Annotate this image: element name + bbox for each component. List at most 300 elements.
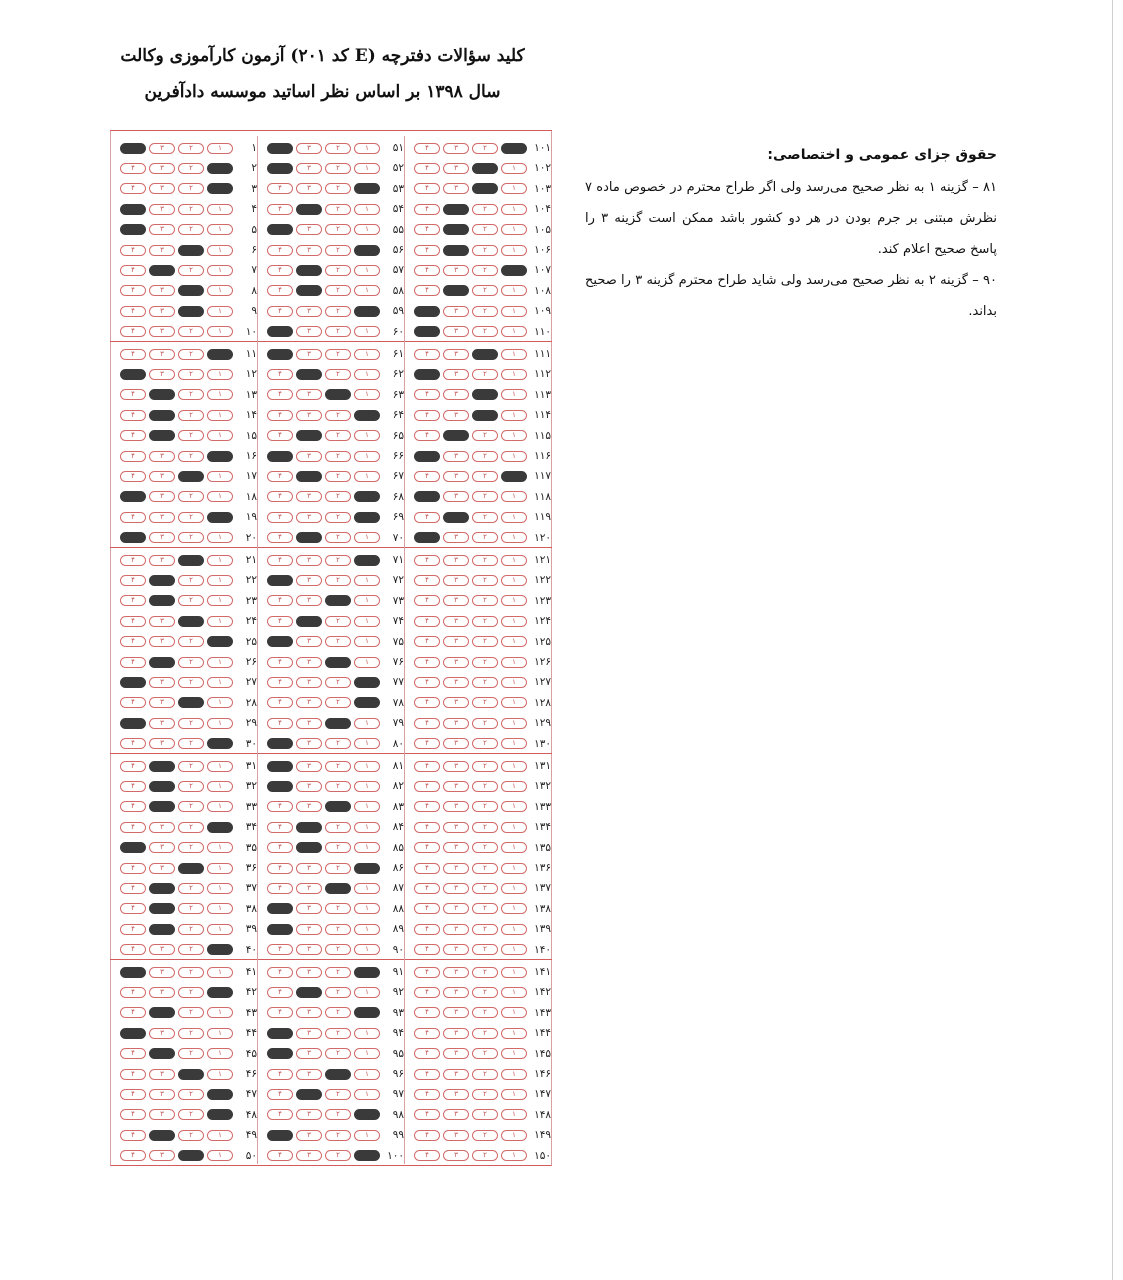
question-row: [110, 344, 257, 364]
option-bubbles: [267, 987, 380, 998]
option-bubble: ۳: [443, 306, 469, 317]
option-bubbles: [120, 987, 233, 998]
option-bubble-filled: [296, 369, 322, 380]
question-row: [257, 776, 404, 796]
option-bubble: ۴: [267, 883, 293, 894]
question-row: [110, 1146, 257, 1166]
option-bubble: ۲: [472, 532, 498, 543]
option-bubble: ۱: [501, 532, 527, 543]
question-number: ۶۳: [392, 388, 404, 401]
question-number: ۱۴۸: [534, 1108, 551, 1121]
option-bubble: ۲: [472, 512, 498, 523]
option-bubble-filled: [296, 1089, 322, 1100]
question-row: [110, 405, 257, 425]
option-bubble: ۲: [178, 1007, 204, 1018]
question-row: [110, 507, 257, 527]
option-bubble: ۲: [178, 349, 204, 360]
option-bubbles: [414, 1028, 527, 1039]
option-bubble: ۲: [472, 575, 498, 586]
option-bubble-filled: [354, 245, 380, 256]
option-bubble: ۱: [501, 1069, 527, 1080]
option-bubbles: [120, 801, 233, 812]
option-bubble: ۴: [414, 163, 440, 174]
option-bubble: ۲: [325, 636, 351, 647]
option-bubble: ۱: [501, 863, 527, 874]
question-row: [257, 446, 404, 466]
option-bubble: ۴: [267, 430, 293, 441]
option-bubble: ۴: [414, 801, 440, 812]
option-bubble: ۲: [472, 697, 498, 708]
option-bubble: ۱: [207, 924, 233, 935]
option-bubble: ۳: [149, 863, 175, 874]
option-bubble: ۱: [207, 389, 233, 400]
question-row: [404, 1146, 551, 1166]
question-number: ۱۴۰: [534, 943, 551, 956]
option-bubble: ۱: [501, 224, 527, 235]
option-bubble-filled: [296, 204, 322, 215]
option-bubble: ۱: [354, 781, 380, 792]
question-row: [404, 364, 551, 384]
option-bubble: ۲: [472, 326, 498, 337]
question-number: ۶۶: [392, 450, 404, 462]
question-number: ۱۳۰: [534, 737, 551, 750]
option-bubble: ۲: [325, 245, 351, 256]
option-bubble: ۱: [501, 883, 527, 894]
option-bubble: ۲: [178, 163, 204, 174]
question-row: [110, 632, 257, 652]
option-bubble: ۴: [414, 389, 440, 400]
option-bubble: ۱: [354, 903, 380, 914]
option-bubble: ۲: [472, 738, 498, 749]
option-bubble-filled: [296, 285, 322, 296]
option-bubble-filled: [325, 389, 351, 400]
option-bubble: ۴: [267, 657, 293, 668]
option-bubble: ۲: [325, 143, 351, 154]
option-bubble-filled: [267, 761, 293, 772]
option-bubbles: [414, 677, 527, 688]
question-row: [257, 632, 404, 652]
option-bubble: ۱: [207, 369, 233, 380]
option-bubble: ۴: [120, 781, 146, 792]
question-number: ۶۷: [392, 470, 404, 483]
option-bubble: ۱: [354, 738, 380, 749]
option-bubble: ۱: [501, 575, 527, 586]
option-bubble: ۳: [149, 718, 175, 729]
option-bubbles: [120, 1007, 233, 1018]
question-number: ۶۰: [392, 325, 404, 338]
option-bubble: ۱: [207, 326, 233, 337]
option-bubble: ۲: [325, 491, 351, 502]
option-bubble: ۱: [207, 143, 233, 154]
option-bubble: ۱: [501, 987, 527, 998]
option-bubble: ۴: [120, 924, 146, 935]
option-bubble: ۲: [325, 163, 351, 174]
option-bubble: ۲: [325, 1150, 351, 1161]
option-bubble-filled: [207, 512, 233, 523]
option-bubble: ۲: [178, 636, 204, 647]
option-bubble: ۱: [207, 677, 233, 688]
option-bubble: ۱: [354, 369, 380, 380]
option-bubble: ۴: [120, 1109, 146, 1120]
option-bubbles: [267, 1048, 380, 1059]
question-row: [110, 220, 257, 240]
option-bubble: ۱: [354, 636, 380, 647]
option-bubble: ۱: [207, 1130, 233, 1141]
option-bubbles: [414, 1007, 527, 1018]
option-bubbles: [120, 1150, 233, 1161]
option-bubble-filled: [178, 245, 204, 256]
option-bubble-filled: [267, 1028, 293, 1039]
option-bubble: ۳: [149, 163, 175, 174]
question-number: ۱۲۰: [534, 531, 551, 544]
option-bubble: ۳: [149, 677, 175, 688]
question-row: [404, 838, 551, 858]
option-bubbles: [267, 863, 380, 874]
option-bubble: ۴: [267, 822, 293, 833]
option-bubble-filled: [267, 575, 293, 586]
notes-section: [585, 140, 997, 327]
option-bubble: ۳: [443, 822, 469, 833]
option-bubble: ۲: [178, 883, 204, 894]
option-bubble: ۱: [207, 903, 233, 914]
option-bubble: ۲: [178, 265, 204, 276]
option-bubbles: [267, 677, 380, 688]
question-row: [257, 817, 404, 837]
option-bubble: ۳: [443, 718, 469, 729]
question-row: [110, 466, 257, 486]
question-row: [257, 507, 404, 527]
option-bubble-filled: [267, 781, 293, 792]
option-bubble: ۱: [501, 491, 527, 502]
option-bubble: ۱: [354, 349, 380, 360]
option-bubble: ۲: [325, 204, 351, 215]
option-bubble-filled: [120, 967, 146, 978]
option-bubble-filled: [149, 781, 175, 792]
option-bubble: ۲: [472, 903, 498, 914]
question-row: [110, 878, 257, 898]
option-bubble: ۲: [472, 1130, 498, 1141]
option-bubble-filled: [120, 718, 146, 729]
option-bubble: ۲: [325, 512, 351, 523]
question-row: [257, 1105, 404, 1125]
option-bubble-filled: [354, 677, 380, 688]
option-bubble-filled: [354, 555, 380, 566]
question-row: [257, 962, 404, 982]
option-bubbles: [120, 163, 233, 174]
question-number: ۱۱۹: [534, 511, 551, 524]
option-bubble: ۲: [472, 555, 498, 566]
question-number: ۱۳۶: [534, 862, 551, 874]
option-bubble: ۲: [325, 306, 351, 317]
option-bubbles: [267, 512, 380, 523]
option-bubble: ۴: [267, 1089, 293, 1100]
question-number: ۱۰۱: [534, 142, 551, 154]
option-bubbles: [120, 369, 233, 380]
option-bubble: ۴: [414, 1130, 440, 1141]
option-bubble: ۱: [354, 987, 380, 998]
option-bubble: ۳: [296, 781, 322, 792]
question-number: ۵۶: [392, 244, 404, 256]
question-row: [404, 446, 551, 466]
question-number: ۷۱: [392, 554, 404, 566]
question-row: [404, 1084, 551, 1104]
option-bubbles: [120, 738, 233, 749]
question-row: [110, 1064, 257, 1084]
question-number: ۷: [251, 264, 257, 277]
option-bubble: ۴: [267, 801, 293, 812]
option-bubble: ۴: [414, 863, 440, 874]
question-row: [404, 982, 551, 1002]
question-number: ۱۳۹: [534, 923, 551, 936]
question-row: [404, 487, 551, 507]
option-bubble-filled: [443, 245, 469, 256]
option-bubble-filled: [354, 410, 380, 421]
option-bubbles: [414, 738, 527, 749]
option-bubbles: [414, 555, 527, 566]
option-bubble: ۴: [414, 1048, 440, 1059]
option-bubbles: [267, 265, 380, 276]
question-row: [110, 364, 257, 384]
question-row: [404, 693, 551, 713]
question-row: [110, 776, 257, 796]
option-bubbles: [414, 801, 527, 812]
option-bubble: ۱: [501, 657, 527, 668]
question-row: [110, 281, 257, 301]
question-row: [404, 1023, 551, 1043]
option-bubble: ۲: [178, 595, 204, 606]
question-row: [110, 1044, 257, 1064]
option-bubbles: [414, 1048, 527, 1059]
question-number: ۵۹: [392, 305, 404, 318]
option-bubble: ۱: [207, 265, 233, 276]
option-bubble: ۳: [149, 224, 175, 235]
option-bubble: ۳: [296, 326, 322, 337]
question-number: ۱۱۲: [534, 368, 551, 381]
option-bubble: ۲: [178, 801, 204, 812]
option-bubble: ۲: [178, 903, 204, 914]
option-bubble: ۴: [414, 944, 440, 955]
question-number: ۱۰۶: [534, 244, 551, 256]
option-bubble: ۳: [443, 369, 469, 380]
question-number: ۳۱: [245, 760, 257, 772]
option-bubble: ۱: [501, 1109, 527, 1120]
option-bubbles: [414, 944, 527, 955]
option-bubble: ۴: [120, 430, 146, 441]
question-number: ۱۴۵: [534, 1047, 551, 1060]
option-bubble: ۲: [472, 143, 498, 154]
option-bubble-filled: [354, 512, 380, 523]
option-bubble-filled: [149, 1007, 175, 1018]
option-bubble: ۳: [443, 738, 469, 749]
option-bubble: ۲: [472, 245, 498, 256]
option-bubble: ۱: [501, 349, 527, 360]
option-bubble: ۱: [501, 924, 527, 935]
option-bubbles: [267, 306, 380, 317]
question-number: ۹۷: [392, 1088, 404, 1101]
option-bubbles: [120, 718, 233, 729]
sheet-top-border: [110, 130, 552, 131]
question-number: ۱۳۳: [534, 800, 551, 813]
option-bubble: ۴: [414, 781, 440, 792]
question-row: [257, 1064, 404, 1084]
question-row: [404, 817, 551, 837]
question-row: [110, 858, 257, 878]
option-bubble: ۱: [207, 697, 233, 708]
question-number: ۷۲: [392, 574, 404, 587]
option-bubble: ۳: [149, 471, 175, 482]
option-bubble: ۲: [325, 944, 351, 955]
option-bubbles: [267, 944, 380, 955]
question-number: ۷۵: [392, 635, 404, 648]
question-row: [404, 1105, 551, 1125]
question-number: ۸۴: [392, 821, 404, 834]
option-bubbles: [267, 697, 380, 708]
question-number: ۴۷: [245, 1088, 257, 1101]
question-row: [404, 1064, 551, 1084]
option-bubble: ۳: [443, 924, 469, 935]
option-bubble: ۳: [296, 657, 322, 668]
option-bubble-filled: [120, 1028, 146, 1039]
question-number: ۴۰: [245, 943, 257, 956]
option-bubble-filled: [207, 987, 233, 998]
question-row: [257, 528, 404, 548]
question-row: [257, 344, 404, 364]
question-number: ۱۴۲: [534, 986, 551, 999]
option-bubbles: [267, 430, 380, 441]
option-bubble: ۱: [354, 944, 380, 955]
option-bubble-filled: [120, 842, 146, 853]
option-bubble: ۴: [414, 575, 440, 586]
question-number: ۱۱۱: [534, 348, 551, 360]
question-number: ۷۳: [392, 594, 404, 607]
option-bubble: ۱: [501, 1048, 527, 1059]
option-bubble: ۱: [354, 471, 380, 482]
option-bubble-filled: [207, 451, 233, 462]
question-number: ۱۴۶: [534, 1068, 551, 1080]
option-bubbles: [414, 1069, 527, 1080]
question-row: [110, 426, 257, 446]
option-bubble-filled: [267, 636, 293, 647]
option-bubbles: [120, 349, 233, 360]
option-bubbles: [267, 718, 380, 729]
option-bubble: ۱: [354, 801, 380, 812]
option-bubble: ۴: [414, 967, 440, 978]
option-bubble: ۲: [178, 326, 204, 337]
question-row: [110, 487, 257, 507]
question-row: [404, 507, 551, 527]
option-bubble: ۳: [443, 903, 469, 914]
question-number: ۱۲۳: [534, 594, 551, 607]
option-bubble: ۴: [120, 761, 146, 772]
option-bubble: ۳: [443, 883, 469, 894]
option-bubble: ۱: [354, 822, 380, 833]
option-bubble: ۳: [296, 903, 322, 914]
question-row: [404, 878, 551, 898]
option-bubble: ۱: [354, 285, 380, 296]
question-number: ۹۴: [392, 1027, 404, 1040]
option-bubble: ۴: [267, 842, 293, 853]
option-bubble: ۳: [296, 306, 322, 317]
question-number: ۱۴۷: [534, 1088, 551, 1101]
question-number: ۸۰: [392, 737, 404, 750]
option-bubble-filled: [325, 657, 351, 668]
option-bubble: ۲: [472, 883, 498, 894]
option-bubble: ۳: [149, 306, 175, 317]
option-bubble: ۴: [120, 657, 146, 668]
option-bubble-filled: [414, 491, 440, 502]
option-bubble-filled: [178, 616, 204, 627]
option-bubble: ۲: [325, 369, 351, 380]
option-bubble-filled: [149, 265, 175, 276]
question-row: [257, 364, 404, 384]
option-bubble-filled: [472, 183, 498, 194]
option-bubbles: [267, 1069, 380, 1080]
option-bubble: ۱: [501, 738, 527, 749]
option-bubble: ۲: [472, 616, 498, 627]
question-number: ۴۴: [245, 1027, 257, 1040]
option-bubble: ۳: [296, 697, 322, 708]
question-row: [110, 899, 257, 919]
option-bubble: ۱: [501, 306, 527, 317]
option-bubbles: [414, 595, 527, 606]
option-bubble: ۴: [414, 636, 440, 647]
option-bubble: ۳: [296, 801, 322, 812]
option-bubble: ۱: [501, 410, 527, 421]
option-bubble: ۱: [501, 718, 527, 729]
option-bubble: ۲: [325, 822, 351, 833]
option-bubble: ۲: [472, 1069, 498, 1080]
question-row: [257, 1084, 404, 1104]
option-bubble: ۲: [472, 430, 498, 441]
option-bubble: ۱: [207, 430, 233, 441]
question-number: ۷۴: [392, 615, 404, 628]
question-row: [404, 199, 551, 219]
option-bubble: ۴: [120, 451, 146, 462]
question-row: [257, 693, 404, 713]
question-number: ۳۷: [245, 882, 257, 895]
option-bubble: ۴: [267, 1007, 293, 1018]
question-number: ۱۰۳: [534, 182, 551, 195]
option-bubbles: [120, 822, 233, 833]
title-line-1: کلید سؤالات دفترچه (E کد ۲۰۱) آزمون کارآموزی وکالت: [120, 46, 525, 66]
option-bubble: ۴: [267, 183, 293, 194]
option-bubble-filled: [354, 491, 380, 502]
option-bubble: ۱: [501, 697, 527, 708]
question-row: [404, 672, 551, 692]
option-bubble: ۳: [443, 143, 469, 154]
question-row: [404, 756, 551, 776]
question-row: [110, 672, 257, 692]
question-row: [110, 1105, 257, 1125]
option-bubble: ۴: [267, 967, 293, 978]
option-bubble: ۱: [207, 285, 233, 296]
question-number: ۵۲: [392, 162, 404, 175]
question-number: ۸۹: [392, 923, 404, 936]
option-bubble-filled: [178, 1069, 204, 1080]
question-number: ۱۰۴: [534, 203, 551, 216]
option-bubbles: [120, 491, 233, 502]
question-number: ۳۰: [245, 737, 257, 750]
question-row: [257, 734, 404, 754]
option-bubble: ۲: [472, 944, 498, 955]
answer-sheet: [110, 130, 552, 1166]
question-number: ۱۲۹: [534, 717, 551, 730]
question-row: [257, 838, 404, 858]
question-row: [257, 405, 404, 425]
option-bubble: ۳: [443, 491, 469, 502]
option-bubble: ۳: [443, 451, 469, 462]
option-bubble: ۱: [207, 616, 233, 627]
